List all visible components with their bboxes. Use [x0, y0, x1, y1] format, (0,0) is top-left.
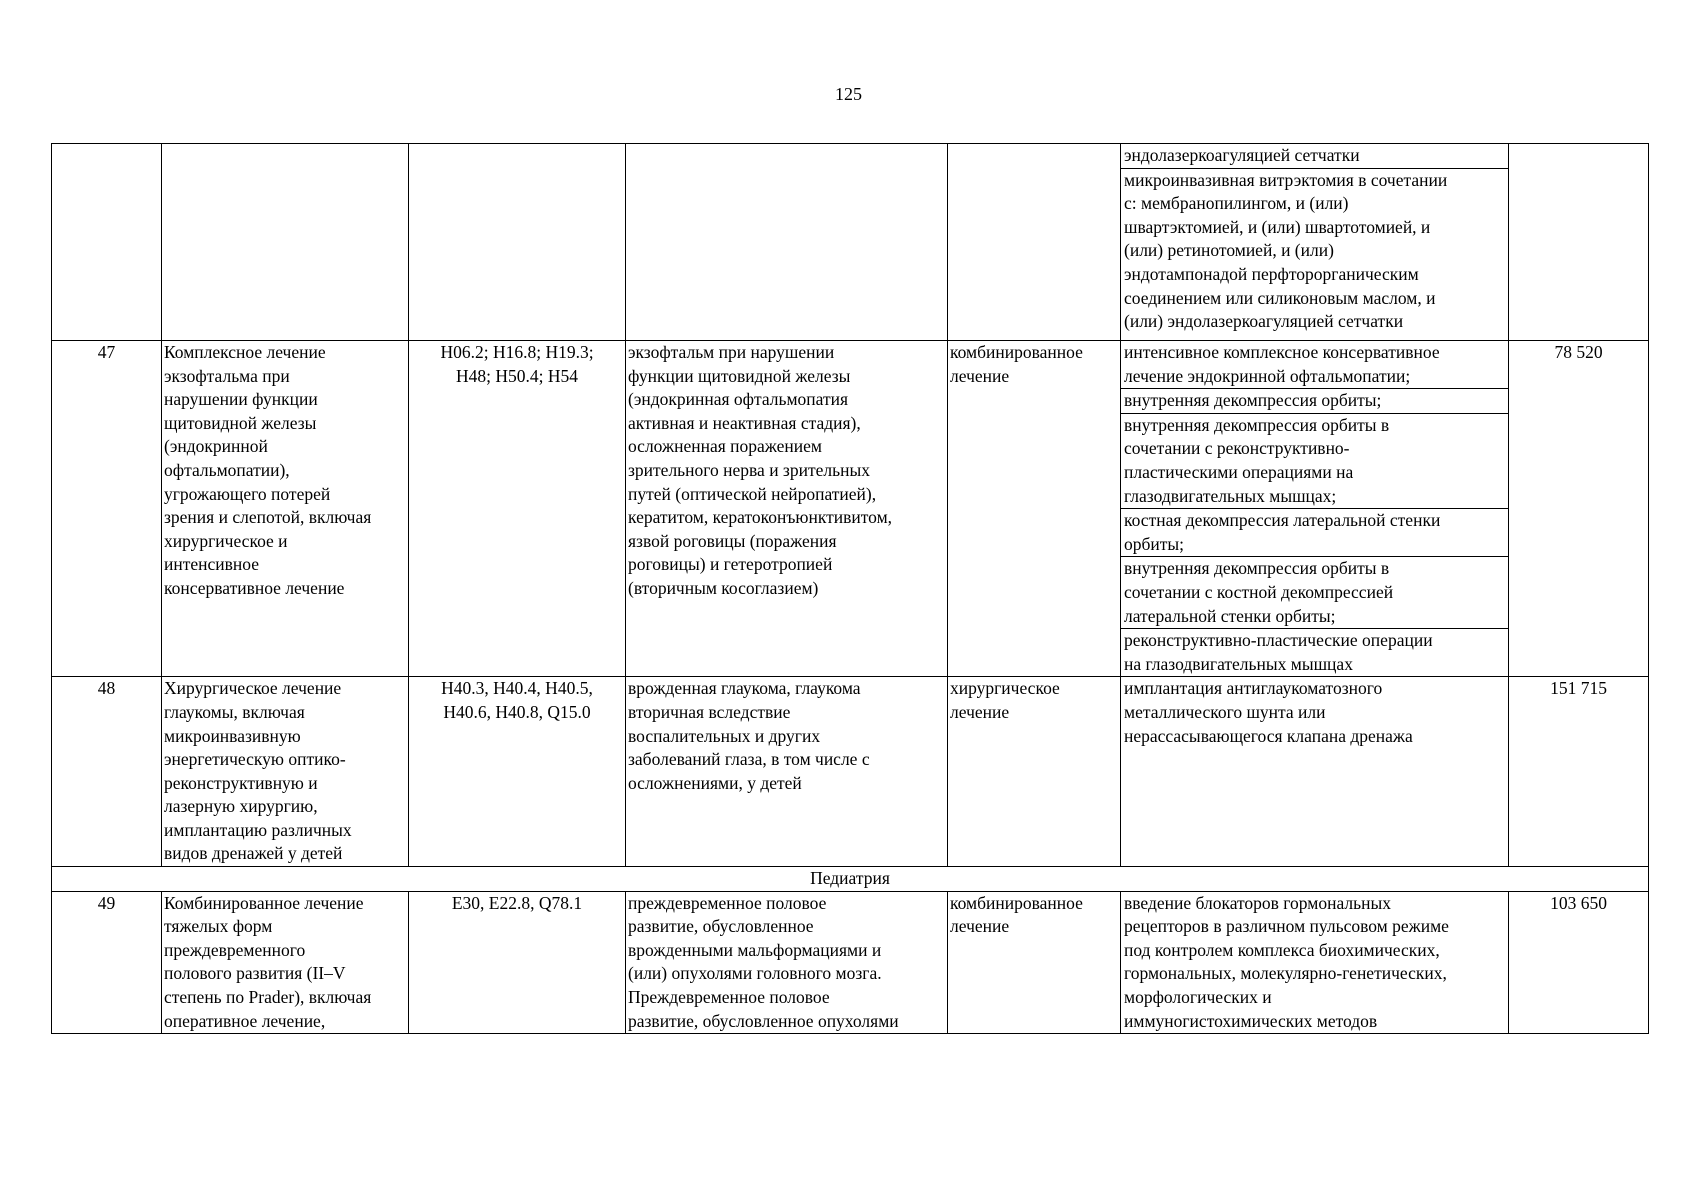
- method-item: [1121, 341, 1508, 389]
- method-line: металлического шунта или: [1124, 701, 1326, 722]
- text-line: хирургическое и: [164, 530, 288, 551]
- text-line: хирургическое: [950, 678, 1060, 699]
- method-item: [1121, 557, 1508, 629]
- text-line: H48; H50.4; H54: [455, 365, 578, 386]
- method-line: эндолазеркоагуляцией сетчатки: [1124, 145, 1360, 165]
- text-line: комбинированное: [950, 342, 1083, 362]
- method-line: реконструктивно-пластические операции: [1124, 630, 1433, 651]
- method-line: интенсивное комплексное консервативное: [1124, 342, 1440, 362]
- table-row-48: [52, 677, 1649, 867]
- cell-codes: [409, 677, 626, 867]
- method-line: морфологических и: [1124, 987, 1272, 1008]
- text-line: угрожающего потерей: [164, 483, 331, 504]
- section-row-pediatrics: [52, 867, 1649, 892]
- method-line: костная декомпрессия латеральной стенки: [1124, 510, 1441, 531]
- method-line: эндотампонадой перфторорганическим: [1124, 263, 1419, 284]
- text-line: врожденными мальформациями и: [628, 939, 882, 960]
- text-line: вторичная вследствие: [628, 701, 791, 722]
- cell-treatment: [948, 677, 1121, 867]
- cell-methods: [1121, 891, 1509, 1034]
- text-line: осложнениями, у детей: [628, 772, 802, 793]
- method-line: (или) ретинотомией, и (или): [1124, 240, 1334, 261]
- method-line: имплантация антиглаукоматозного: [1124, 678, 1383, 699]
- cell-treatment: [948, 144, 1121, 341]
- text-line: микроинвазивную: [164, 725, 301, 746]
- text-line: лечение: [950, 916, 1010, 937]
- text-line: офтальмопатии),: [164, 459, 290, 480]
- method-line: рецепторов в различном пульсовом режиме: [1124, 916, 1449, 937]
- cell-cost: 78 520: [1509, 341, 1649, 677]
- cell-treatment: [948, 341, 1121, 677]
- text-line: оперативное лечение,: [164, 1010, 326, 1031]
- text-line: имплантацию различных: [164, 819, 352, 840]
- cell-cost: 151 715: [1509, 677, 1649, 867]
- method-line: под контролем комплекса биохимических,: [1124, 939, 1440, 960]
- text-line: лазерную хирургию,: [164, 796, 318, 817]
- medical-care-table: [51, 143, 1649, 1034]
- text-line: роговицы) и гетеротропией: [628, 554, 833, 575]
- cell-methods: [1121, 144, 1509, 341]
- table-row-49: [52, 891, 1649, 1034]
- cell-name: [162, 341, 409, 677]
- cell-treatment: [948, 891, 1121, 1034]
- text-line: экзофтальм при нарушении: [628, 342, 835, 362]
- page-number: 125: [835, 84, 862, 104]
- cell-methods: [1121, 677, 1509, 867]
- table-row-continued: [52, 144, 1649, 341]
- text-line: (или) опухолями головного мозга.: [628, 963, 882, 984]
- text-line: тяжелых форм: [164, 916, 273, 937]
- section-title: Педиатрия: [52, 867, 1649, 892]
- text-line: H40.6, H40.8, Q15.0: [443, 701, 591, 722]
- cell-number: 48: [52, 677, 162, 867]
- text-line: степень по Prader), включая: [164, 987, 372, 1008]
- text-line: кератитом, кератоконъюнктивитом,: [628, 507, 893, 528]
- method-line: орбиты;: [1124, 533, 1185, 554]
- method-line: латеральной стенки орбиты;: [1124, 605, 1336, 626]
- cell-number: [52, 144, 162, 341]
- text-line: развитие, обусловленное: [628, 916, 814, 937]
- method-line: микроинвазивная витрэктомия в сочетании: [1124, 169, 1448, 190]
- method-line: гормональных, молекулярно-генетических,: [1124, 963, 1447, 984]
- text-line: E30, E22.8, Q78.1: [451, 892, 583, 913]
- method-line: глазодвигательных мышцах;: [1124, 485, 1337, 506]
- text-line: лечение: [950, 701, 1010, 722]
- table-body: [52, 144, 1649, 1034]
- method-line: введение блокаторов гормональных: [1124, 892, 1391, 913]
- cell-model: [626, 144, 948, 341]
- cell-codes: [409, 341, 626, 677]
- cell-codes: [409, 144, 626, 341]
- method-line: внутренняя декомпрессия орбиты в: [1124, 414, 1390, 435]
- method-item: [1121, 629, 1508, 676]
- text-line: энергетическую оптико-: [164, 749, 346, 770]
- method-item: [1121, 509, 1508, 557]
- text-line: активная и неактивная стадия),: [628, 412, 861, 433]
- text-line: зрения и слепотой, включая: [164, 507, 372, 528]
- method-line: иммуногистохимических методов: [1124, 1010, 1378, 1031]
- table-row-47: [52, 341, 1649, 677]
- method-item: [1121, 144, 1508, 169]
- method-item: [1121, 677, 1508, 748]
- text-line: зрительного нерва и зрительных: [628, 459, 870, 480]
- text-line: полового развития (II–V: [164, 963, 346, 984]
- method-line: внутренняя декомпрессия орбиты;: [1124, 390, 1382, 411]
- text-line: (эндокринной: [164, 436, 268, 457]
- text-line: видов дренажей у детей: [164, 843, 343, 864]
- method-line: на глазодвигательных мышцах: [1124, 653, 1353, 674]
- cell-model: [626, 677, 948, 867]
- cell-name: [162, 677, 409, 867]
- cell-number: 49: [52, 891, 162, 1034]
- method-item: [1121, 389, 1508, 414]
- text-line: заболеваний глаза, в том числе с: [628, 749, 870, 770]
- text-line: интенсивное: [164, 554, 260, 575]
- text-line: консервативное лечение: [164, 577, 345, 598]
- text-line: (вторичным косоглазием): [628, 577, 819, 598]
- cell-cost: 103 650: [1509, 891, 1649, 1034]
- cell-model: [626, 891, 948, 1034]
- text-line: H06.2; H16.8; H19.3;: [440, 342, 594, 362]
- cell-name: [162, 144, 409, 341]
- cell-model: [626, 341, 948, 677]
- method-line: лечение эндокринной офтальмопатии;: [1124, 365, 1411, 386]
- text-line: лечение: [950, 365, 1010, 386]
- text-line: реконструктивную и: [164, 772, 318, 793]
- text-line: (эндокринная офтальмопатия: [628, 389, 849, 410]
- text-line: Комплексное лечение: [164, 342, 326, 362]
- cell-methods: [1121, 341, 1509, 677]
- text-line: преждевременного: [164, 939, 306, 960]
- text-line: Хирургическое лечение: [164, 678, 342, 699]
- text-line: Комбинированное лечение: [164, 892, 364, 913]
- cell-codes: [409, 891, 626, 1034]
- text-line: осложненная поражением: [628, 436, 822, 457]
- text-line: врожденная глаукома, глаукома: [628, 678, 861, 699]
- method-item: [1121, 169, 1508, 334]
- method-line: сочетании с костной декомпрессией: [1124, 581, 1394, 602]
- method-line: соединением или силиконовым маслом, и: [1124, 287, 1436, 308]
- cell-cost: [1509, 144, 1649, 341]
- method-item: [1121, 892, 1508, 1034]
- text-line: Преждевременное половое: [628, 987, 830, 1008]
- text-line: путей (оптической нейропатией),: [628, 483, 877, 504]
- method-line: пластическими операциями на: [1124, 461, 1354, 482]
- text-line: щитовидной железы: [164, 412, 317, 433]
- text-line: H40.3, H40.4, H40.5,: [441, 678, 593, 699]
- method-line: с: мембранопилингом, и (или): [1124, 193, 1349, 214]
- cell-number: 47: [52, 341, 162, 677]
- cell-name: [162, 891, 409, 1034]
- text-line: развитие, обусловленное опухолями: [628, 1010, 899, 1031]
- method-line: (или) эндолазеркоагуляцией сетчатки: [1124, 311, 1404, 332]
- text-line: комбинированное: [950, 892, 1083, 913]
- text-line: функции щитовидной железы: [628, 365, 851, 386]
- method-line: внутренняя декомпрессия орбиты в: [1124, 558, 1390, 579]
- method-item: [1121, 414, 1508, 509]
- method-line: нерассасывающегося клапана дренажа: [1124, 725, 1413, 746]
- text-line: глаукомы, включая: [164, 701, 305, 722]
- text-line: нарушении функции: [164, 389, 318, 410]
- text-line: воспалительных и других: [628, 725, 821, 746]
- text-line: преждевременное половое: [628, 892, 827, 913]
- method-line: швартэктомией, и (или) швартотомией, и: [1124, 216, 1431, 237]
- text-line: язвой роговицы (поражения: [628, 530, 837, 551]
- text-line: экзофтальма при: [164, 365, 290, 386]
- method-line: сочетании с реконструктивно-: [1124, 438, 1350, 459]
